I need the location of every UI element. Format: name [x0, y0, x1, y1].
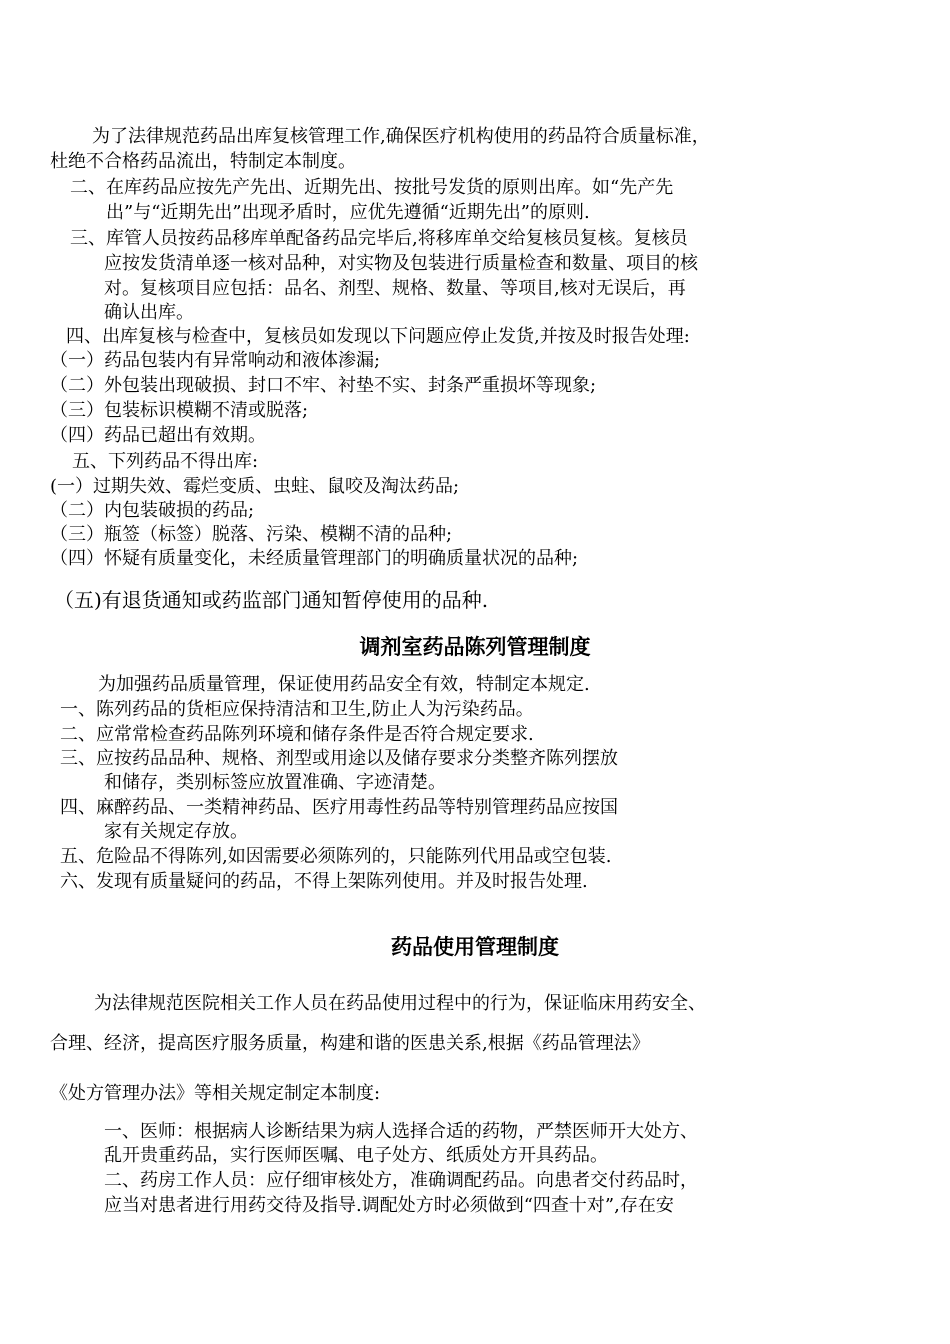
s3-line-3: 《处方管理办法》等相关规定制定本制度:	[50, 1083, 381, 1104]
s1-line-9: 四、出库复核与检查中，复核员如发现以下问题应停止发货,并按及时报告处理:	[66, 326, 690, 347]
s1-line-4: 出”与“近期先出”出现矛盾时，应优先遵循“近期先出”的原则.	[106, 202, 590, 223]
s2-line-6: 四、麻醉药品、一类精神药品、医疗用毒性药品等特别管理药品应按国	[60, 797, 618, 818]
s1-line-17: （三）瓶签（标签）脱落、污染、模糊不清的品种;	[50, 524, 453, 545]
s2-line-9: 六、发现有质量疑问的药品，不得上架陈列使用。并及时报告处理.	[60, 871, 588, 892]
s3-line-2: 合理、经济，提高医疗服务质量，构建和谐的医患关系,根据《药品管理法》	[50, 1033, 650, 1054]
s1-line-7: 对。复核项目应包括：品名、剂型、规格、数量、等项目,核对无误后，再	[104, 278, 686, 299]
s1-line-15: (一）过期失效、霉烂变质、虫蛀、鼠咬及淘汰药品;	[50, 476, 460, 497]
s1-line-18: （四）怀疑有质量变化，未经质量管理部门的明确质量状况的品种;	[50, 548, 579, 569]
s3-line-5: 乱开贵重药品，实行医师医嘱、电子处方、纸质处方开具药品。	[104, 1145, 608, 1166]
s1-line-16: （二）内包装破损的药品;	[50, 500, 255, 521]
s3-line-7: 应当对患者进行用药交待及指导.调配处方时必须做到“四查十对”,存在安	[104, 1195, 674, 1216]
section2-title: 调剂室药品陈列管理制度	[359, 635, 591, 659]
s3-line-1: 为法律规范医院相关工作人员在药品使用过程中的行为，保证临床用药安全、	[94, 993, 706, 1014]
s1-line-3: 二、在库药品应按先产先出、近期先出、按批号发货的原则出库。如“先产先	[70, 177, 674, 198]
s1-line-11: （二）外包装出现破损、封口不牢、衬垫不实、封条严重损坏等现象;	[50, 375, 597, 396]
s1-line-6: 应按发货清单逐一核对品种，对实物及包装进行质量检查和数量、项目的核	[104, 253, 698, 274]
s1-line-10: （一）药品包装内有异常响动和液体渗漏;	[50, 350, 381, 371]
s3-line-6: 二、药房工作人员：应仔细审核处方，准确调配药品。向患者交付药品时，	[104, 1170, 698, 1191]
s3-line-4: 一、医师：根据病人诊断结果为病人选择合适的药物，严禁医师开大处方、	[104, 1121, 698, 1142]
s1-line-8: 确认出库。	[104, 302, 194, 323]
s2-line-2: 一、陈列药品的货柜应保持清洁和卫生,防止人为污染药品。	[60, 699, 534, 720]
s1-line-12: （三）包装标识模糊不清或脱落;	[50, 400, 309, 421]
s1-line-14: 五、下列药品不得出库:	[72, 451, 259, 472]
s1-line-5: 三、库管人员按药品移库单配备药品完毕后,将移库单交给复核员复核。复核员	[70, 228, 688, 249]
s2-line-4: 三、应按药品品种、规格、剂型或用途以及储存要求分类整齐陈列摆放	[60, 748, 618, 769]
s2-line-3: 二、应常常检查药品陈列环境和储存条件是否符合规定要求.	[60, 724, 534, 745]
s1-line-1: 为了法律规范药品出库复核管理工作,确保医疗机构使用的药品符合质量标准，	[92, 126, 710, 147]
s2-line-5: 和储存，类别标签应放置准确、字迹清楚。	[104, 772, 446, 793]
section3-title: 药品使用管理制度	[391, 935, 559, 959]
s1-line-2: 杜绝不合格药品流出，特制定本制度。	[50, 151, 356, 172]
s2-line-7: 家有关规定存放。	[104, 821, 248, 842]
s1-line-13: （四）药品已超出有效期。	[50, 425, 266, 446]
s2-line-8: 五、危险品不得陈列,如因需要必须陈列的，只能陈列代用品或空包装.	[60, 846, 612, 867]
s1-line-19: （五)有退货通知或药监部门通知暂停使用的品种.	[54, 588, 489, 612]
s2-line-1: 为加强药品质量管理，保证使用药品安全有效，特制定本规定.	[98, 674, 590, 695]
